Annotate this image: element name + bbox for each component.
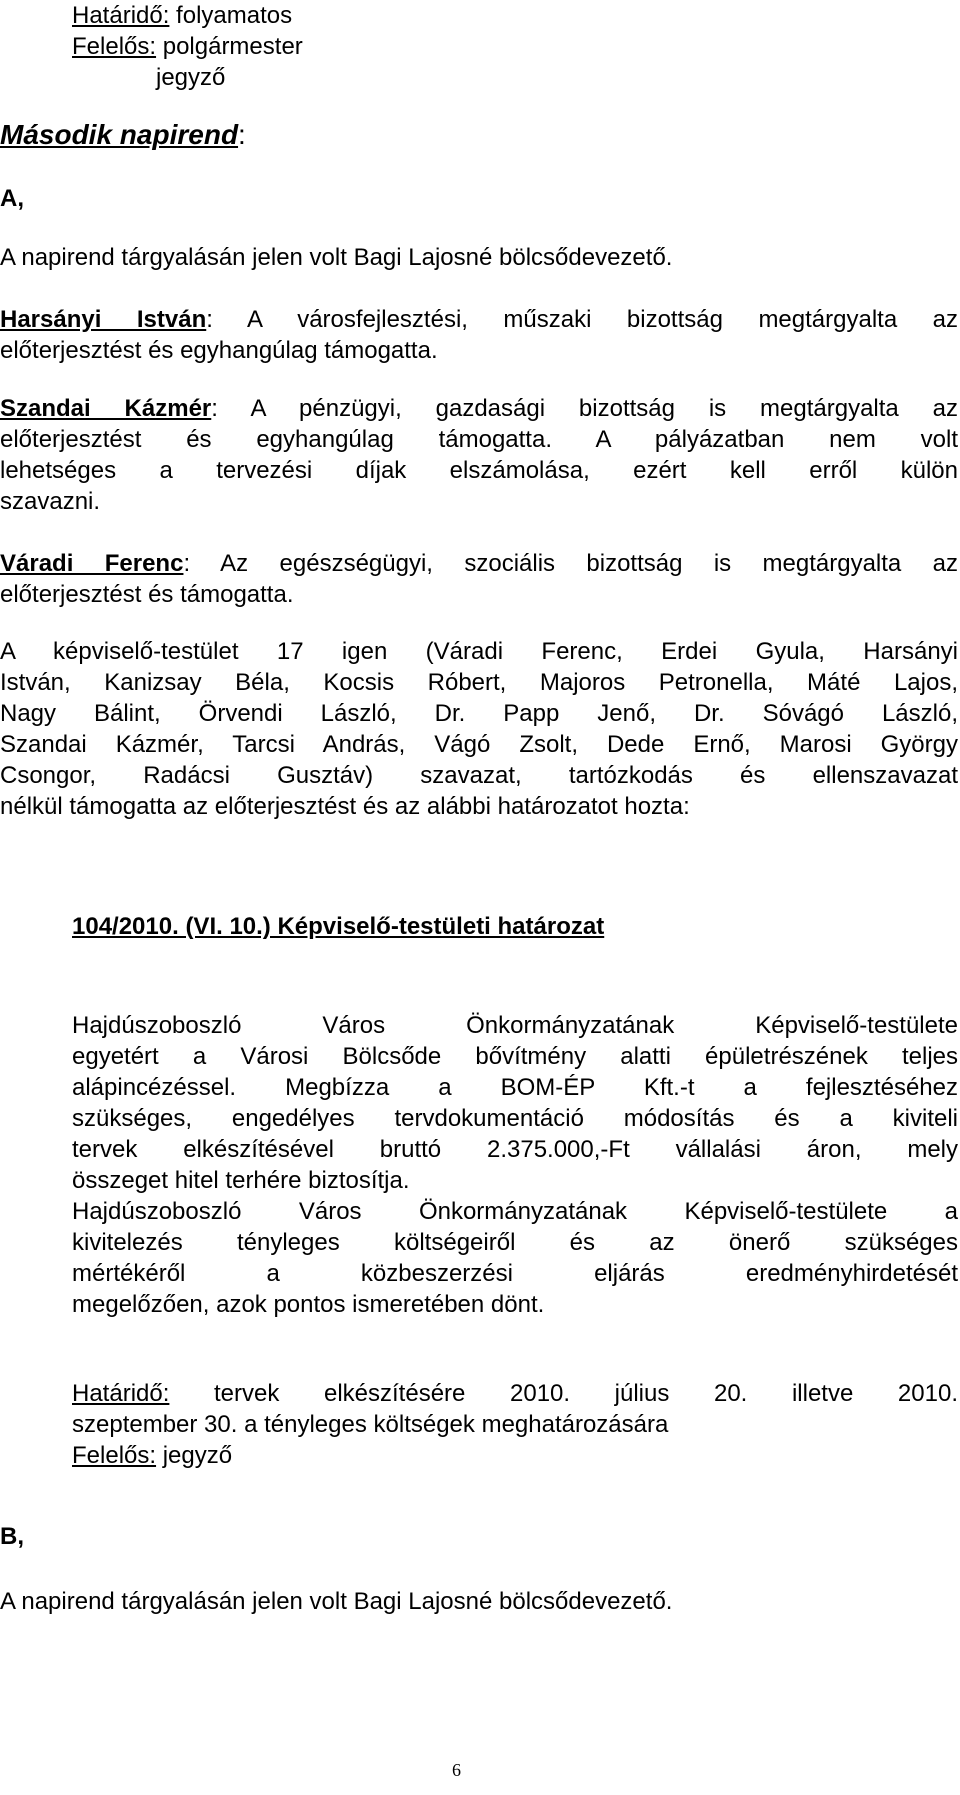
text-span: tervek elkészítésére 2010. július 20. illetve 2010. (169, 1380, 958, 1407)
paragraph-line: Hajdúszoboszló Város Önkormányzatának Képviselő-testülete (72, 1012, 958, 1039)
attendance-paragraph-a: A napirend tárgyalásán jelen volt Bagi Lajosné bölcsődevezető. (0, 244, 673, 271)
paragraph-line: egyetért a Városi Bölcsőde bővítmény alatti épületrészének teljes (72, 1043, 958, 1070)
paragraph-line: szavazni. (0, 488, 101, 515)
text-span: : A pénzügyi, gazdasági bizottság is megtárgyalta az (211, 395, 958, 422)
page-number: 6 (452, 1760, 461, 1780)
paragraph-line: lehetséges a tervezési díjak elszámolása, ezért kell erről külön (0, 457, 958, 484)
paragraph-varadi (0, 548, 958, 610)
paragraph-line: kivitelezés tényleges költségeiről és az önerő szükséges (72, 1229, 958, 1256)
resolution-responsible-line (72, 1440, 958, 1471)
resolution-body (72, 1010, 958, 1320)
speaker-name: Harsányi István (0, 306, 207, 333)
paragraph-line: megelőzően, azok pontos ismeretében dönt. (72, 1291, 545, 1318)
text-span: : A városfejlesztési, műszaki bizottság megtárgyalta az (206, 306, 958, 333)
speaker-name: Szandai Kázmér (0, 395, 212, 422)
section-title (0, 118, 958, 152)
deadline-label: Határidő: (72, 2, 170, 29)
paragraph-line (0, 393, 958, 424)
header-deadline-block (72, 0, 958, 93)
header-responsible-line (72, 31, 958, 62)
paragraph-line (0, 548, 958, 579)
resolution-deadline-line (72, 1378, 958, 1409)
paragraph-line: előterjesztést és támogatta. (0, 581, 294, 608)
paragraph-line: István, Kanizsay Béla, Kocsis Róbert, Majoros Petronella, Máté Lajos, (0, 669, 958, 696)
paragraph-line: Hajdúszoboszló Város Önkormányzatának Képviselő-testülete a (72, 1198, 958, 1225)
responsible-value: polgármester (156, 33, 303, 60)
part-a-label: A, (0, 185, 24, 212)
paragraph-line: előterjesztést és egyhangúlag támogatta. A pályázatban nem volt (0, 426, 958, 453)
paragraph-line: összeget hitel terhére biztosítja. (72, 1167, 410, 1194)
paragraph-line: Nagy Bálint, Örvendi László, Dr. Papp Jenő, Dr. Sóvágó László, (0, 700, 958, 727)
paragraph-line: tervek elkészítésével bruttó 2.375.000,-Ft vállalási áron, mely (72, 1136, 958, 1163)
paragraph-line (0, 304, 958, 335)
paragraph-vote (0, 636, 958, 822)
text-span: jegyző (156, 1442, 233, 1469)
paragraph-line: alápincézéssel. Megbízza a BOM-ÉP Kft.-t a fejlesztéséhez (72, 1074, 958, 1101)
paragraph-line: Szandai Kázmér, Tarcsi András, Vágó Zsolt, Dede Ernő, Marosi György (0, 731, 958, 758)
responsible-label: Felelős: (72, 33, 157, 60)
paragraph-szandai (0, 393, 958, 517)
resolution-title: 104/2010. (VI. 10.) Képviselő-testületi határozat (72, 913, 605, 940)
resolution-footer (72, 1378, 958, 1471)
paragraph-line: előterjesztést és egyhangúlag támogatta. (0, 337, 438, 364)
paragraph-line: A képviselő-testület 17 igen (Váradi Ferenc, Erdei Gyula, Harsányi (0, 638, 958, 665)
paragraph-harsanyi (0, 304, 958, 366)
section-title-suffix: : (238, 119, 246, 150)
responsible-value-2: jegyző (156, 64, 226, 91)
part-b-label: B, (0, 1523, 24, 1550)
resolution-responsible-label: Felelős: (72, 1442, 157, 1469)
text-span: : Az egészségügyi, szociális bizottság is megtárgyalta az (183, 550, 958, 577)
paragraph-line: Csongor, Radácsi Gusztáv) szavazat, tartózkodás és ellenszavazat (0, 762, 958, 789)
speaker-name: Váradi Ferenc (0, 550, 184, 577)
resolution-deadline-label: Határidő: (72, 1380, 170, 1407)
deadline-value: folyamatos (169, 2, 293, 29)
header-deadline-line (72, 0, 958, 31)
attendance-paragraph-b: A napirend tárgyalásán jelen volt Bagi Lajosné bölcsődevezető. (0, 1588, 673, 1615)
section-title-text: Második napirend (0, 119, 239, 150)
paragraph-line: nélkül támogatta az előterjesztést és az alábbi határozatot hozta: (0, 793, 690, 820)
paragraph-line: szeptember 30. a tényleges költségek meghatározására (72, 1411, 669, 1438)
paragraph-line: szükséges, engedélyes tervdokumentáció módosítás és a kiviteli (72, 1105, 958, 1132)
paragraph-line: mértékéről a közbeszerzési eljárás eredményhirdetését (72, 1260, 958, 1287)
